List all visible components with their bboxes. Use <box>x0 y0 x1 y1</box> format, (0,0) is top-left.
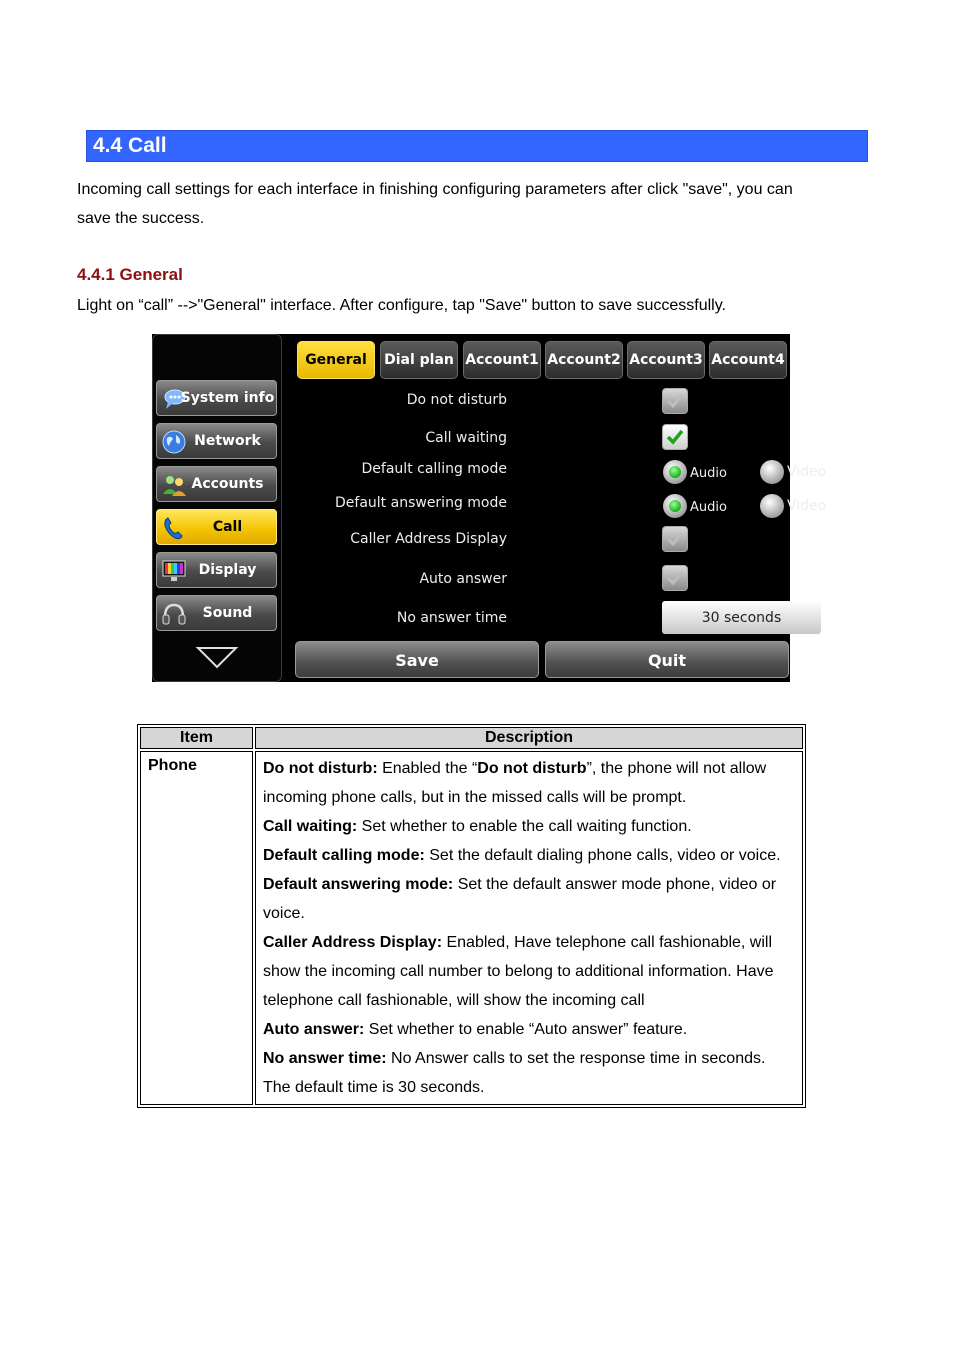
tab-general[interactable]: General <box>297 341 375 379</box>
caller-address-display-label: Caller Address Display <box>350 531 507 547</box>
calling-mode-video-label: Video <box>787 464 827 480</box>
desc-default-answering-mode: Default answering mode: Set the default answer mode phone, video or voice. <box>263 876 777 922</box>
device-screenshot <box>152 334 827 682</box>
sidebar-item-system-info[interactable] <box>156 380 277 416</box>
no-answer-time-label: No answer time <box>396 610 507 626</box>
desc-call-waiting: Call waiting: Set whether to enable the call waiting function. <box>263 818 692 835</box>
desc-caller-address-display: Caller Address Display: Enabled, Have telephone call fashionable, will show the incoming call number to belong to additional information. Have telephone call fashionable, will show the incoming call <box>263 934 774 1009</box>
sidebar-item-label: System info <box>180 390 275 406</box>
description-column-header: Description <box>255 727 803 749</box>
quit-button[interactable]: Quit <box>545 641 789 678</box>
call-waiting-label: Call waiting <box>425 430 507 446</box>
section-title: 4.4 Call <box>93 134 167 157</box>
answering-mode-audio-radio[interactable] <box>663 494 687 518</box>
sidebar-item-sound[interactable] <box>156 595 277 631</box>
call-waiting-checkbox[interactable] <box>662 424 688 450</box>
no-answer-time-select[interactable] <box>662 601 821 634</box>
desc-default-calling-mode: Default calling mode: Set the default dialing phone calls, video or voice. <box>263 847 781 864</box>
no-answer-time-value: 30 seconds <box>701 610 782 626</box>
default-calling-mode-label: Default calling mode <box>361 461 507 477</box>
caller-address-display-checkbox[interactable] <box>662 526 688 552</box>
settings-panel <box>289 334 827 682</box>
settings-sidebar <box>152 334 282 682</box>
sidebar-item-label: Display <box>198 562 257 578</box>
item-cell: Phone <box>140 751 253 1105</box>
tab-account2[interactable]: Account2 <box>545 341 623 379</box>
tab-account4[interactable]: Account4 <box>709 341 787 379</box>
calling-mode-video-radio[interactable] <box>760 460 784 484</box>
scroll-down-arrow-icon[interactable] <box>197 647 237 669</box>
sidebar-item-call[interactable] <box>156 509 277 545</box>
do-not-disturb-label: Do not disturb <box>406 392 507 408</box>
description-cell <box>255 751 803 1105</box>
answering-mode-video-radio[interactable] <box>760 494 784 518</box>
sidebar-item-label: Network <box>194 433 261 449</box>
desc-no-answer-time: No answer time: No Answer calls to set the response time in seconds. The default time is 30 seconds. <box>263 1050 766 1096</box>
desc-do-not-disturb: Do not disturb: Enabled the “Do not disturb”, the phone will not allow incoming phone calls, but in the missed calls will be prompt. <box>263 760 767 806</box>
section-heading-bar <box>86 130 868 162</box>
tab-account1[interactable]: Account1 <box>463 341 541 379</box>
answering-mode-audio-label: Audio <box>690 500 727 515</box>
subsection-title: 4.4.1 General <box>77 265 183 284</box>
sidebar-item-network[interactable] <box>156 423 277 459</box>
intro-paragraph <box>77 175 877 233</box>
save-button[interactable]: Save <box>295 641 539 678</box>
check-icon <box>666 569 684 587</box>
auto-answer-label: Auto answer <box>419 571 507 587</box>
tab-account3[interactable]: Account3 <box>627 341 705 379</box>
default-answering-mode-label: Default answering mode <box>335 495 507 511</box>
sidebar-item-accounts[interactable] <box>156 466 277 502</box>
subsection-text: Light on “call” -->"General" interface. After configure, tap "Save" button to save successfully. <box>77 297 726 314</box>
calling-mode-audio-radio[interactable] <box>663 460 687 484</box>
check-icon <box>666 530 684 548</box>
check-icon <box>666 428 684 446</box>
answering-mode-video-label: Video <box>787 498 827 514</box>
intro-line-2: save the success. <box>77 210 205 227</box>
sidebar-item-label: Sound <box>202 605 253 621</box>
calling-mode-audio-label: Audio <box>690 466 727 481</box>
description-table <box>137 724 806 1108</box>
table-row <box>140 751 803 1105</box>
sidebar-item-label: Accounts <box>191 476 264 492</box>
tab-dial-plan[interactable]: Dial plan <box>380 341 458 379</box>
auto-answer-checkbox[interactable] <box>662 565 688 591</box>
intro-line-1: Incoming call settings for each interface in finishing configuring parameters after click "save", you can <box>77 181 793 198</box>
item-column-header: Item <box>140 727 253 749</box>
desc-auto-answer: Auto answer: Set whether to enable “Auto answer” feature. <box>263 1021 688 1038</box>
do-not-disturb-checkbox[interactable] <box>662 388 688 414</box>
sidebar-item-label: Call <box>212 519 243 535</box>
sidebar-item-display[interactable] <box>156 552 277 588</box>
check-icon <box>666 392 684 410</box>
